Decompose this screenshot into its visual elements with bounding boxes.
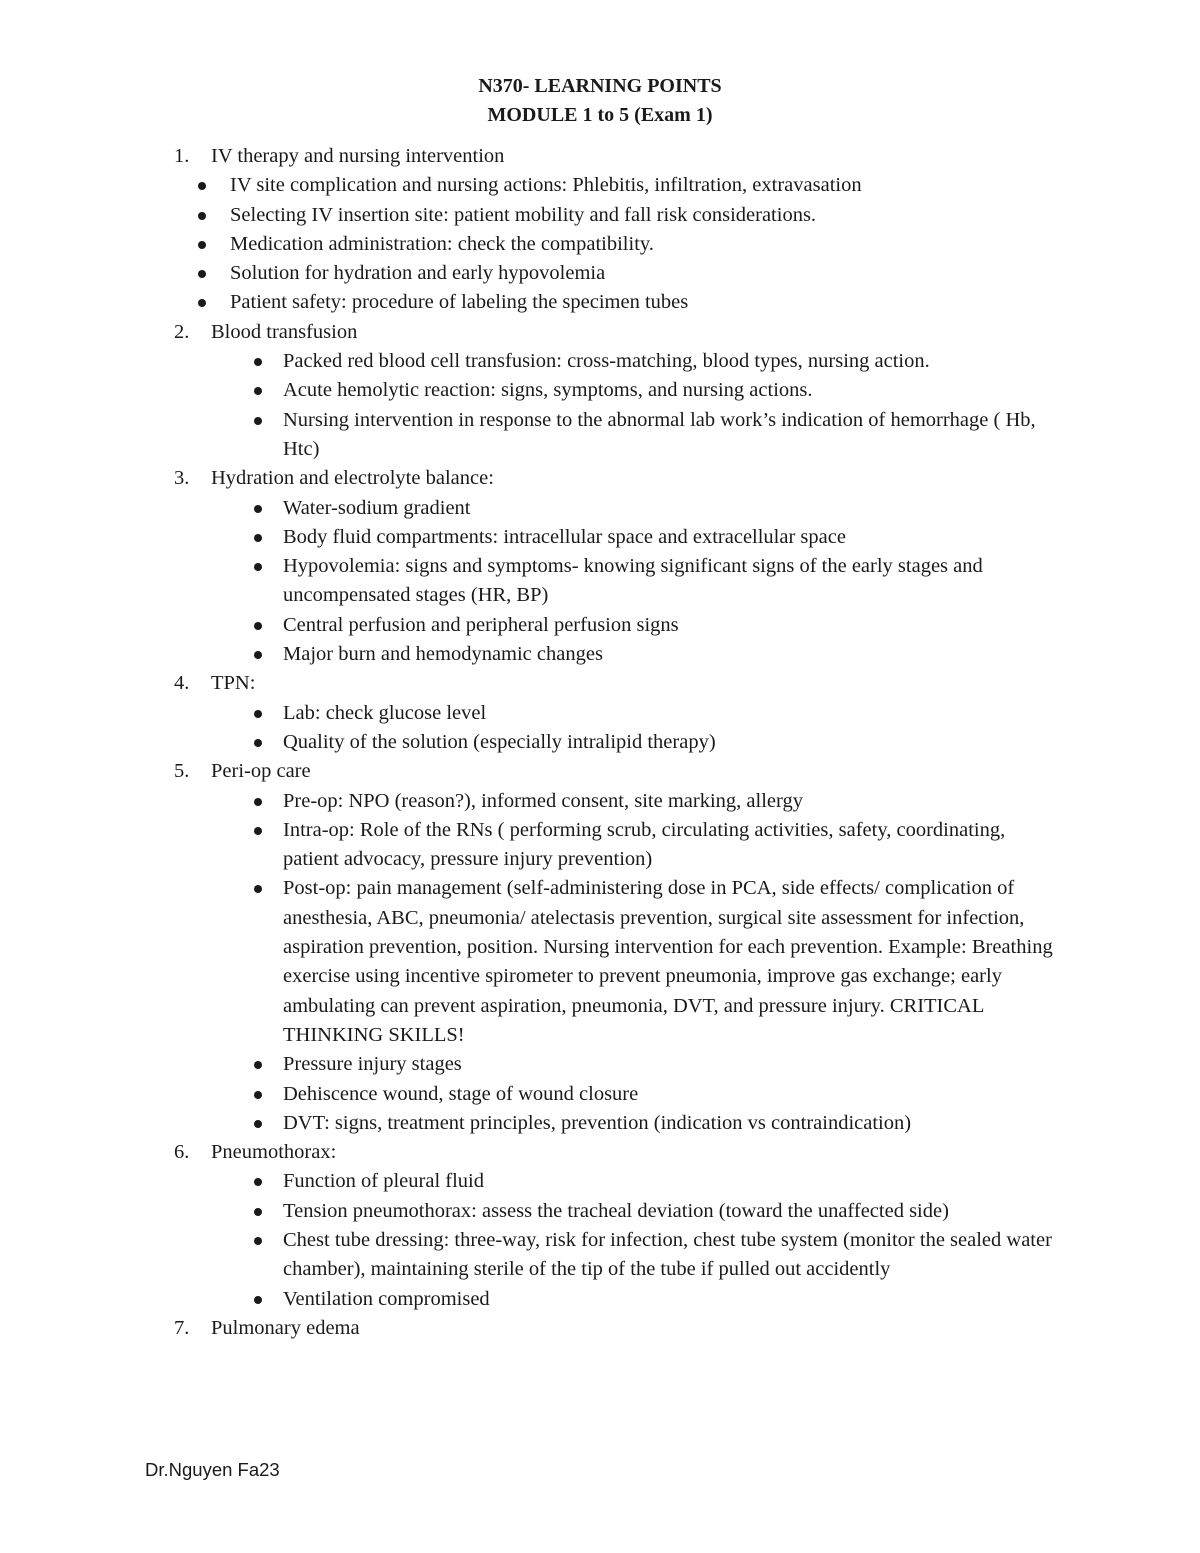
bullet-item: Quality of the solution (especially intralipid therapy): [0, 728, 1200, 757]
page-subtitle: MODULE 1 to 5 (Exam 1): [487, 104, 713, 126]
section-4: [0, 669, 1200, 698]
section-7: [0, 1314, 1200, 1343]
bullet-item: Function of pleural fluid: [0, 1167, 1200, 1196]
bullet-item: Dehiscence wound, stage of wound closure: [0, 1080, 1200, 1109]
section-heading: IV therapy and nursing intervention: [211, 145, 505, 167]
section-5: [0, 757, 1200, 786]
section-1: [0, 142, 1200, 171]
bullet-item: Solution for hydration and early hypovolemia: [0, 259, 1200, 288]
bullet-item: Central perfusion and peripheral perfusion signs: [0, 611, 1200, 640]
page-footer: Dr.Nguyen Fa23: [145, 1459, 280, 1480]
bullet-item: Ventilation compromised: [0, 1285, 1200, 1314]
section-number: 1.: [174, 145, 190, 167]
bullet-item: Lab: check glucose level: [0, 699, 1200, 728]
learning-points-list: [0, 142, 1200, 1343]
bullet-item: Packed red blood cell transfusion: cross-matching, blood types, nursing action.: [0, 347, 1200, 376]
section-number: 5.: [174, 760, 190, 783]
section-heading: Blood transfusion: [211, 320, 358, 343]
section-3-bullets: [0, 494, 1200, 670]
bullet-item: Intra-op: Role of the RNs ( performing scrub, circulating activities, safety, coordinating, patient advocacy, pressure injury prevention): [0, 816, 1200, 875]
section-number: 2.: [174, 320, 190, 343]
bullet-item: Acute hemolytic reaction: signs, symptoms, and nursing actions.: [0, 376, 1200, 405]
bullet-item: Selecting IV insertion site: patient mobility and fall risk considerations.: [0, 201, 1200, 230]
bullet-item: DVT: signs, treatment principles, prevention (indication vs contraindication): [0, 1109, 1200, 1138]
bullet-item: IV site complication and nursing actions: Phlebitis, infiltration, extravasation: [0, 171, 1200, 200]
bullet-item: Tension pneumothorax: assess the tracheal deviation (toward the unaffected side): [0, 1197, 1200, 1226]
section-heading: Pneumothorax:: [211, 1141, 337, 1164]
page-title: N370- LEARNING POINTS: [478, 75, 722, 97]
section-5-bullets: [0, 787, 1200, 1139]
section-heading: Peri-op care: [211, 760, 311, 783]
section-3: [0, 464, 1200, 493]
section-2: [0, 318, 1200, 347]
section-number: 3.: [174, 467, 190, 490]
bullet-item: Post-op: pain management (self-administering dose in PCA, side effects/ complication of anesthesia, ABC, pneumonia/ atelectasis prevention, surgical site assessment for infection, aspiration prevention, position. Nursing intervention for each prevention. Example: Breathing exercise using incentive spirometer to prevent pneumonia, improve gas exchange; early ambulating can prevent aspiration, pneumonia, DVT, and pressure injury. CRITICAL THINKING SKILLS!: [0, 874, 1200, 1050]
bullet-item: Water-sodium gradient: [0, 494, 1200, 523]
bullet-item: Medication administration: check the compatibility.: [0, 230, 1200, 259]
bullet-item: Body fluid compartments: intracellular space and extracellular space: [0, 523, 1200, 552]
bullet-item: Chest tube dressing: three-way, risk for infection, chest tube system (monitor the sealed water chamber), maintaining sterile of the tip of the tube if pulled out accidently: [0, 1226, 1200, 1285]
bullet-item: Nursing intervention in response to the abnormal lab work’s indication of hemorrhage ( Hb, Htc): [0, 406, 1200, 465]
section-1-bullets: [0, 171, 1200, 317]
section-heading: TPN:: [211, 672, 256, 695]
bullet-item: Major burn and hemodynamic changes: [0, 640, 1200, 669]
section-heading: Hydration and electrolyte balance:: [211, 467, 494, 490]
bullet-item: Hypovolemia: signs and symptoms- knowing significant signs of the early stages and uncompensated stages (HR, BP): [0, 552, 1200, 611]
bullet-item: Pre-op: NPO (reason?), informed consent, site marking, allergy: [0, 787, 1200, 816]
section-6-bullets: [0, 1167, 1200, 1313]
section-4-bullets: [0, 699, 1200, 758]
section-number: 4.: [174, 672, 190, 695]
section-2-bullets: [0, 347, 1200, 464]
section-6: [0, 1138, 1200, 1167]
section-heading: Pulmonary edema: [211, 1316, 360, 1339]
bullet-item: Pressure injury stages: [0, 1050, 1200, 1079]
section-number: 7.: [174, 1316, 190, 1339]
bullet-item: Patient safety: procedure of labeling the specimen tubes: [0, 288, 1200, 317]
section-number: 6.: [174, 1141, 190, 1164]
